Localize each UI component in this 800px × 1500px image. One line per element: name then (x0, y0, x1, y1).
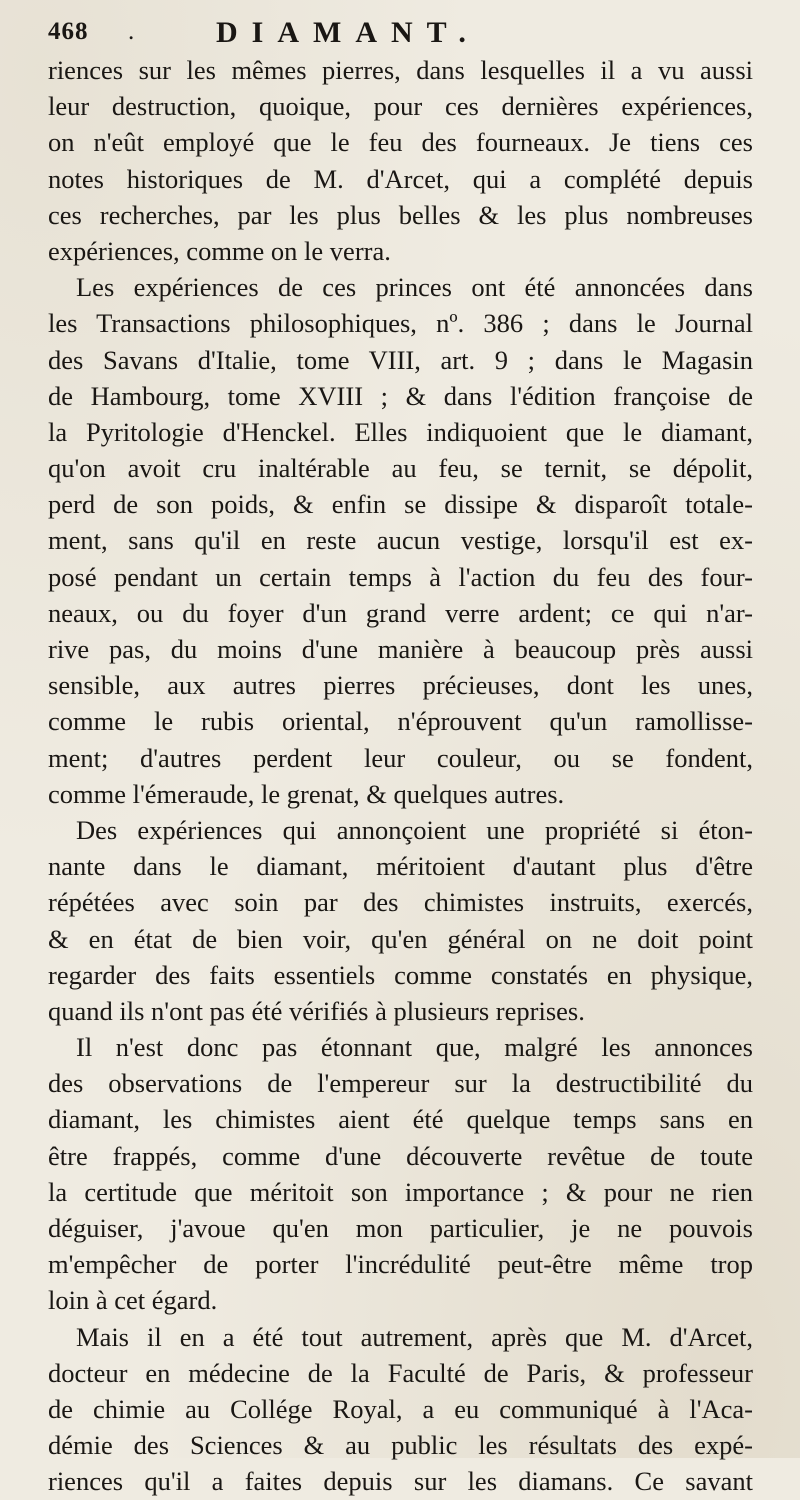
text-line: ment, sans qu'il en reste aucun vestige, lorsqu'il est ex- (48, 525, 753, 556)
text-line: comme l'émeraude, le grenat, & quelques autres. (48, 778, 565, 809)
text-line: des Savans d'Italie, tome VIII, art. 9 ; dans le Magasin (48, 344, 753, 375)
text-line: Il n'est donc pas étonnant que, malgré les annonces (76, 1032, 753, 1063)
paragraph (48, 812, 753, 1029)
text-line: des observations de l'empereur sur la destructibilité du (48, 1068, 753, 1099)
text-line: on n'eût employé que le feu des fourneaux. Je tiens ces (48, 127, 753, 158)
paragraph (48, 269, 753, 812)
text-line: ment; d'autres perdent leur couleur, ou se fondent, (48, 742, 753, 773)
text-line: docteur en médecine de la Faculté de Paris, & professeur (48, 1357, 753, 1388)
text-line: la certitude que méritoit son importance ; & pour ne rien (48, 1176, 753, 1207)
text-line: sensible, aux autres pierres précieuses, dont les unes, (48, 670, 753, 701)
text-line: riences sur les mêmes pierres, dans lesquelles il a vu aussi (48, 55, 753, 85)
running-head-separator: . (128, 18, 135, 45)
text-line: quand ils n'ont pas été vérifiés à plusieurs reprises. (48, 995, 585, 1026)
text-line: démie des Sciences & au public les résultats des expé- (48, 1430, 753, 1461)
text-line: nante dans le diamant, méritoient d'autant plus d'être (48, 851, 753, 882)
text-line: la Pyritologie d'Henckel. Elles indiquoient que le diamant, (48, 416, 753, 447)
text-line: posé pendant un certain temps à l'action du feu des four- (48, 561, 753, 592)
text-line: riences qu'il a faites depuis sur les diamans. Ce savant (48, 1466, 753, 1497)
paragraph (48, 52, 753, 269)
page-number: 468 (48, 18, 89, 45)
text-line: de Hambourg, tome XVIII ; & dans l'édition françoise de (48, 380, 753, 411)
text-line: comme le rubis oriental, n'éprouvent qu'un ramollisse- (48, 706, 753, 737)
paragraph (48, 1319, 753, 1500)
text-line: loin à cet égard. (48, 1285, 218, 1316)
body-text (48, 52, 753, 1500)
text-line: être frappés, comme d'une découverte revêtue de toute (48, 1140, 753, 1171)
running-head-title: DIAMANT. (216, 16, 480, 49)
text-line: notes historiques de M. d'Arcet, qui a complété depuis (48, 163, 753, 194)
text-line: Les expériences de ces princes ont été annoncées dans (76, 272, 753, 303)
text-line: rive pas, du moins d'une manière à beaucoup près aussi (48, 634, 753, 664)
text-line: de chimie au Collége Royal, a eu communiqué à l'Aca- (48, 1393, 753, 1424)
text-line: diamant, les chimistes aient été quelque temps sans en (48, 1104, 753, 1135)
text-line: & en état de bien voir, qu'en général on ne doit point (48, 923, 753, 954)
text-line: regarder des faits essentiels comme constatés en physique, (48, 959, 753, 990)
text-line: qu'on avoit cru inaltérable au feu, se ternit, se dépolit, (48, 453, 753, 484)
running-head (48, 16, 753, 50)
text-line: ces recherches, par les plus belles & les plus nombreuses (48, 199, 753, 230)
text-line: Des expériences qui annonçoient une propriété si éton- (76, 814, 753, 845)
paragraph (48, 1029, 753, 1319)
text-line: déguiser, j'avoue qu'en mon particulier, je ne pouvois (48, 1213, 753, 1243)
text-line: leur destruction, quoique, pour ces dernières expériences, (48, 91, 753, 122)
text-line: neaux, ou du foyer d'un grand verre ardent; ce qui n'ar- (48, 597, 753, 628)
text-line: Mais il en a été tout autrement, après que M. d'Arcet, (76, 1321, 753, 1352)
text-line: répétées avec soin par des chimistes instruits, exercés, (48, 887, 753, 918)
text-line: perd de son poids, & enfin se dissipe & disparoît totale- (48, 489, 753, 520)
text-line: m'empêcher de porter l'incrédulité peut-être même trop (48, 1249, 753, 1280)
text-line: les Transactions philosophiques, nº. 386 ; dans le Journal (48, 308, 753, 339)
text-line: expériences, comme on le verra. (48, 235, 391, 266)
